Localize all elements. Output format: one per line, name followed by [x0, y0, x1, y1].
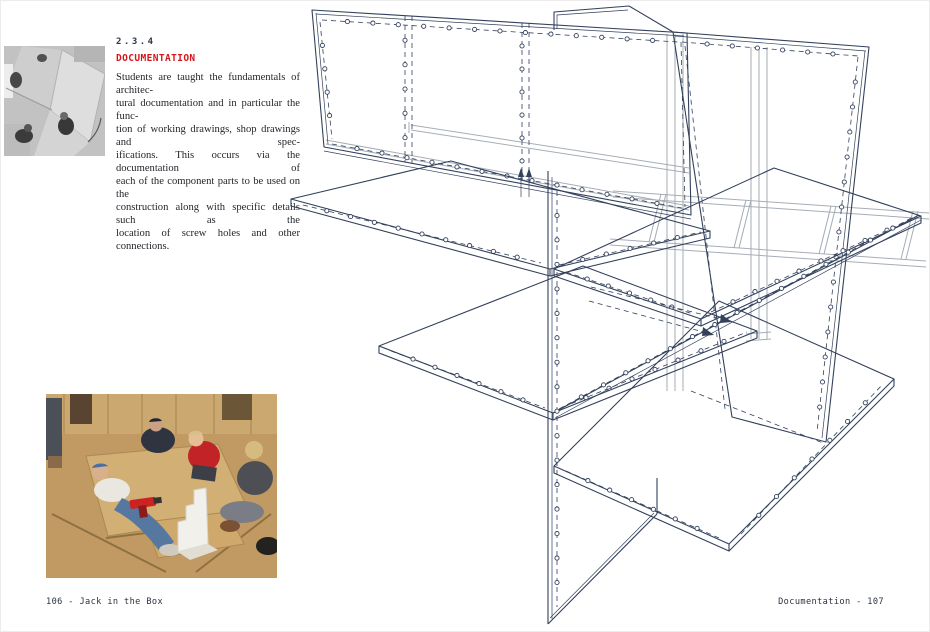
screw-hole-marker	[515, 255, 519, 259]
photo-workshop-overhead-art	[4, 46, 105, 156]
photo-workshop-floor	[46, 394, 277, 578]
screw-hole-marker	[521, 398, 525, 402]
screw-hole-marker	[505, 174, 509, 178]
floor-plate-low-left	[379, 266, 757, 420]
screw-hole-marker	[555, 556, 559, 560]
screw-hole-marker	[673, 517, 677, 521]
screw-hole-marker	[520, 113, 524, 117]
screw-hole-marker	[829, 305, 833, 309]
screw-hole-marker	[651, 507, 655, 511]
screw-hole-marker	[605, 192, 609, 196]
screw-hole-marker	[841, 249, 845, 253]
section-number: 2.3.4	[116, 37, 156, 47]
screw-hole-marker	[530, 179, 534, 183]
screw-hole-marker	[491, 249, 495, 253]
screw-hole-marker	[840, 205, 844, 209]
screw-hole-marker	[755, 46, 759, 50]
screw-hole-marker	[757, 298, 761, 302]
screw-hole-marker	[730, 44, 734, 48]
screw-hole-marker	[555, 183, 559, 187]
screw-hole-marker	[753, 290, 757, 294]
body-line: construction along with specific details such as the	[116, 202, 300, 226]
screw-hole-marker	[630, 197, 634, 201]
long-rail	[553, 215, 921, 418]
screw-hole-marker	[863, 238, 867, 242]
section-text-block	[116, 37, 300, 253]
wall-panel-left	[312, 10, 691, 219]
screw-hole-marker	[806, 50, 810, 54]
screw-hole-marker	[555, 360, 559, 364]
screw-hole-marker	[520, 67, 524, 71]
body-line: tion of working drawings, shop drawings and spec-	[116, 124, 300, 148]
screw-hole-marker	[649, 298, 653, 302]
screw-hole-marker	[818, 405, 822, 409]
screw-hole-marker	[846, 250, 850, 254]
screw-hole-marker	[607, 386, 611, 390]
body-line: ifications. This occurs via the documentation of	[116, 150, 300, 174]
screw-hole-marker	[735, 310, 739, 314]
screw-hole-marker	[810, 457, 814, 461]
body-line: tural documentation and in particular the func-	[116, 98, 300, 122]
center-posts	[667, 34, 771, 391]
screw-hole-marker	[555, 580, 559, 584]
screw-hole-marker	[480, 169, 484, 173]
screw-hole-marker	[585, 277, 589, 281]
screw-hole-marker	[690, 335, 694, 339]
screw-hole-marker	[586, 479, 590, 483]
screw-hole-marker	[630, 377, 634, 381]
screw-hole-marker	[520, 90, 524, 94]
screw-hole-marker	[380, 151, 384, 155]
screw-hole-marker	[819, 259, 823, 263]
screw-hole-marker	[699, 349, 703, 353]
screw-hole-marker	[355, 147, 359, 151]
body-line: each of the component parts to be used on the	[116, 176, 300, 200]
screw-hole-marker	[411, 357, 415, 361]
screw-hole-marker	[757, 513, 761, 517]
screw-hole-marker	[555, 434, 559, 438]
screw-hole-marker	[574, 34, 578, 38]
screw-hole-marker	[868, 238, 872, 242]
screw-hole-marker	[422, 24, 426, 28]
floor-plate-mid-left	[291, 161, 710, 276]
screw-hole-marker	[499, 390, 503, 394]
screw-hole-marker	[396, 226, 400, 230]
floor-plate-mid-right	[554, 168, 921, 326]
screw-hole-marker	[601, 383, 605, 387]
screw-hole-marker	[349, 215, 353, 219]
screw-hole-marker	[403, 63, 407, 67]
screw-hole-marker	[555, 213, 559, 217]
screw-hole-marker	[845, 155, 849, 159]
footer-left-page: 106 - Jack in the Box	[46, 597, 164, 607]
screw-hole-marker	[842, 180, 846, 184]
screw-hole-marker	[520, 136, 524, 140]
screw-hole-marker	[555, 311, 559, 315]
screw-hole-marker	[792, 476, 796, 480]
screw-hole-marker	[555, 532, 559, 536]
screw-hole-marker	[779, 286, 783, 290]
screw-hole-marker	[600, 35, 604, 39]
screw-hole-marker	[850, 105, 854, 109]
screw-hole-marker	[797, 269, 801, 273]
screw-hole-marker	[371, 21, 375, 25]
screw-hole-marker	[555, 483, 559, 487]
screw-hole-marker	[405, 156, 409, 160]
screw-hole-marker	[624, 371, 628, 375]
screw-hole-marker	[824, 262, 828, 266]
screw-hole-marker	[831, 280, 835, 284]
screw-hole-marker	[651, 38, 655, 42]
screw-hole-marker	[430, 160, 434, 164]
screw-hole-marker	[580, 188, 584, 192]
fin-panel	[518, 168, 657, 624]
screw-hole-marker	[325, 90, 329, 94]
screw-hole-marker	[320, 43, 324, 47]
screw-hole-marker	[549, 32, 553, 36]
screw-hole-marker	[403, 38, 407, 42]
screw-hole-marker	[863, 401, 867, 405]
screw-hole-marker	[891, 226, 895, 230]
screw-hole-marker	[781, 48, 785, 52]
screw-hole-marker	[555, 238, 559, 242]
rails	[326, 122, 689, 210]
screw-hole-marker	[372, 220, 376, 224]
screw-hole-marker	[885, 228, 889, 232]
body-line: Students are taught the fundamentals of architec-	[116, 72, 300, 96]
screw-hole-marker	[670, 305, 674, 309]
screw-hole-marker	[433, 365, 437, 369]
screw-hole-marker	[604, 252, 608, 256]
screw-hole-marker	[555, 458, 559, 462]
wall-notch-top	[554, 6, 673, 32]
screw-hole-marker	[403, 87, 407, 91]
screw-hole-marker	[447, 26, 451, 30]
screw-hole-marker	[555, 262, 559, 266]
screw-hole-marker	[579, 395, 583, 399]
screw-hole-marker	[627, 291, 631, 295]
screw-hole-marker	[555, 385, 559, 389]
screw-hole-marker	[396, 23, 400, 27]
screw-hole-marker	[775, 279, 779, 283]
screw-hole-marker	[774, 494, 778, 498]
body-line: location of screw holes and other connections.	[116, 228, 300, 252]
screw-hole-marker	[581, 257, 585, 261]
screw-hole-marker	[325, 209, 329, 213]
screw-hole-marker	[345, 20, 349, 24]
screw-hole-marker	[520, 44, 524, 48]
screw-hole-marker	[328, 114, 332, 118]
screw-hole-marker	[826, 330, 830, 334]
screw-hole-marker	[473, 27, 477, 31]
photo-workshop-overhead	[4, 46, 105, 156]
screw-hole-marker	[477, 382, 481, 386]
screw-hole-marker	[646, 359, 650, 363]
screw-hole-marker	[653, 367, 657, 371]
screw-hole-marker	[403, 136, 407, 140]
screw-hole-marker	[831, 52, 835, 56]
screw-hole-marker	[555, 507, 559, 511]
screw-hole-marker	[523, 31, 527, 35]
screw-hole-marker	[705, 42, 709, 46]
screw-hole-marker	[455, 165, 459, 169]
screw-hole-marker	[584, 396, 588, 400]
screw-hole-marker	[828, 438, 832, 442]
section-body	[116, 71, 300, 253]
wall-panel-right	[673, 32, 869, 442]
screw-hole-marker	[823, 355, 827, 359]
screw-hole-marker	[444, 238, 448, 242]
photo-workshop-floor-art	[46, 394, 277, 578]
screw-hole-marker	[555, 287, 559, 291]
screw-hole-marker	[802, 274, 806, 278]
screw-hole-marker	[834, 255, 838, 259]
guide-arrows	[589, 287, 732, 336]
screw-hole-marker	[713, 323, 717, 327]
screw-hole-marker	[555, 409, 559, 413]
screw-hole-marker	[731, 300, 735, 304]
screw-hole-marker	[420, 232, 424, 236]
screw-hole-marker	[676, 358, 680, 362]
screw-hole-marker	[323, 67, 327, 71]
screw-hole-marker	[845, 419, 849, 423]
screw-hole-marker	[468, 244, 472, 248]
section-heading: DOCUMENTATION	[116, 53, 196, 64]
screw-hole-marker	[608, 488, 612, 492]
screw-hole-marker	[498, 29, 502, 33]
screw-hole-marker	[675, 235, 679, 239]
screw-hole-marker	[606, 284, 610, 288]
screw-hole-marker	[837, 230, 841, 234]
screw-hole-marker	[695, 526, 699, 530]
screw-hole-marker	[655, 201, 659, 205]
screw-hole-marker	[403, 111, 407, 115]
screw-hole-marker	[722, 339, 726, 343]
floor-plate-bottom-right	[554, 301, 894, 551]
screw-hole-marker	[630, 498, 634, 502]
screw-hole-marker	[628, 246, 632, 250]
screw-hole-marker	[853, 80, 857, 84]
screw-hole-marker	[625, 37, 629, 41]
screw-hole-marker	[455, 373, 459, 377]
footer-right-page: Documentation - 107	[778, 597, 884, 607]
screw-hole-marker	[848, 130, 852, 134]
screw-hole-marker	[555, 336, 559, 340]
beam-grid	[610, 191, 929, 267]
screw-hole-marker	[520, 159, 524, 163]
screw-hole-marker	[820, 380, 824, 384]
screw-hole-marker	[668, 347, 672, 351]
screw-hole-marker	[652, 241, 656, 245]
